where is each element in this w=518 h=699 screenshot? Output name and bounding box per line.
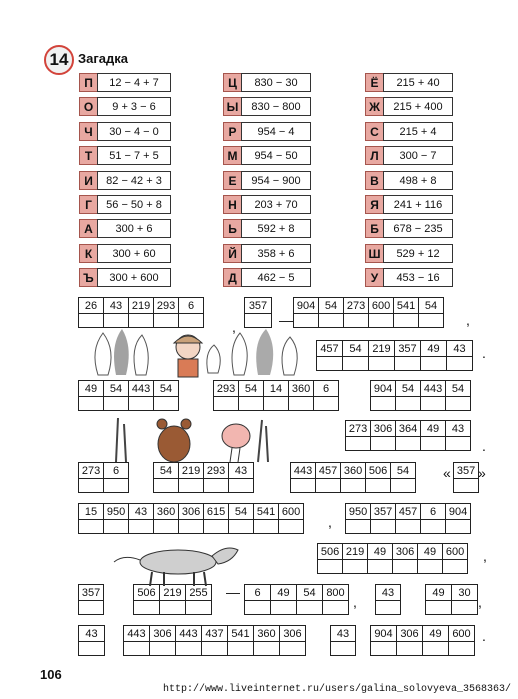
answer-number-cell: 43: [78, 625, 105, 642]
answer-group: [78, 584, 104, 615]
answer-number-cell: 360: [288, 380, 314, 397]
answer-letter-slot[interactable]: [123, 642, 150, 656]
answer-number-cell: 357: [453, 462, 479, 479]
answer-letter-slot[interactable]: [290, 479, 316, 493]
answer-letter-slot[interactable]: [370, 520, 396, 534]
answer-number-cell: 306: [370, 420, 396, 437]
answer-letter-slot[interactable]: [420, 437, 446, 451]
answer-letter-slot[interactable]: [153, 520, 179, 534]
answer-letter-slot[interactable]: [175, 642, 202, 656]
legend-expression: 954 − 4: [241, 122, 311, 141]
answer-letter-slot[interactable]: [445, 397, 471, 411]
answer-letter-slot[interactable]: [103, 479, 129, 493]
answer-letter-slot[interactable]: [420, 357, 447, 371]
legend-letter: Ъ: [79, 268, 98, 287]
legend-expression: 30 − 4 − 0: [97, 122, 171, 141]
legend-expression: 300 + 6: [97, 219, 171, 238]
answer-number-cell: 360: [253, 625, 280, 642]
answer-letter-slot[interactable]: [370, 437, 396, 451]
answer-number-cell: 43: [103, 297, 129, 314]
legend-expression: 462 − 5: [241, 268, 311, 287]
answer-letter-slot[interactable]: [78, 642, 105, 656]
answer-number-cell: 49: [420, 420, 446, 437]
legend-letter: Н: [223, 195, 242, 214]
answer-number-cell: 219: [128, 297, 154, 314]
answer-number-cell: 49: [367, 543, 393, 560]
comma-mark: ,: [353, 594, 357, 610]
answer-letter-slot[interactable]: [395, 520, 421, 534]
legend-expression: 592 + 8: [241, 219, 311, 238]
answer-number-cell: 219: [178, 462, 204, 479]
answer-letter-slot[interactable]: [317, 560, 343, 574]
answer-letter-slot[interactable]: [445, 437, 471, 451]
answer-letter-slot[interactable]: [343, 314, 369, 328]
legend-expression: 203 + 70: [241, 195, 311, 214]
legend-expression: 9 + 3 − 6: [97, 97, 171, 116]
answer-number-cell: 904: [293, 297, 319, 314]
legend-expression: 954 − 900: [241, 171, 311, 190]
comma-mark: ,: [328, 514, 332, 530]
answer-letter-slot[interactable]: [322, 601, 349, 615]
answer-letter-slot[interactable]: [370, 642, 397, 656]
answer-group: [345, 420, 471, 451]
answer-number-cell: 49: [425, 584, 452, 601]
answer-number-cell: 506: [133, 584, 160, 601]
answer-letter-slot[interactable]: [153, 479, 179, 493]
comma-mark: ,: [466, 312, 470, 328]
legend-letter: Г: [79, 195, 98, 214]
answer-number-cell: 360: [153, 503, 179, 520]
legend-expression: 358 + 6: [241, 244, 311, 263]
answer-number-cell: 43: [228, 462, 254, 479]
answer-letter-slot[interactable]: [395, 397, 421, 411]
quote-open-mark: «: [443, 465, 451, 481]
legend-letter: М: [223, 146, 242, 165]
answer-number-cell: 273: [345, 420, 371, 437]
answer-number-cell: 293: [153, 297, 179, 314]
answer-number-cell: 273: [343, 297, 369, 314]
answer-letter-slot[interactable]: [453, 479, 479, 493]
answer-letter-slot[interactable]: [178, 520, 204, 534]
answer-number-cell: 306: [178, 503, 204, 520]
answer-number-cell: 457: [315, 462, 341, 479]
answer-letter-slot[interactable]: [446, 357, 473, 371]
answer-letter-slot[interactable]: [316, 357, 343, 371]
answer-number-cell: 43: [445, 420, 471, 437]
answer-group: [244, 297, 272, 328]
period-mark: .: [482, 345, 486, 361]
answer-number-cell: 49: [420, 340, 447, 357]
answer-number-cell: 54: [228, 503, 254, 520]
answer-group: [78, 297, 204, 328]
answer-letter-slot[interactable]: [417, 560, 443, 574]
answer-group: [370, 380, 471, 411]
legend-expression: 51 − 7 + 5: [97, 146, 171, 165]
legend-letter: Д: [223, 268, 242, 287]
answer-number-cell: 219: [159, 584, 186, 601]
answer-letter-slot[interactable]: [370, 397, 396, 411]
legend-letter: П: [79, 73, 98, 92]
answer-number-cell: 54: [342, 340, 369, 357]
legend-letter: У: [365, 268, 384, 287]
quote-close-mark: »: [478, 465, 486, 481]
answer-letter-slot[interactable]: [422, 642, 449, 656]
answer-number-cell: 26: [78, 297, 104, 314]
answer-number-cell: 219: [342, 543, 368, 560]
legend-letter: Т: [79, 146, 98, 165]
answer-number-cell: 54: [445, 380, 471, 397]
forest-animals-illustration: [108, 410, 278, 464]
legend-expression: 56 − 50 + 8: [97, 195, 171, 214]
answer-number-cell: 357: [394, 340, 421, 357]
answer-number-cell: 457: [395, 503, 421, 520]
answer-number-cell: 600: [448, 625, 475, 642]
answer-letter-slot[interactable]: [296, 601, 323, 615]
answer-letter-slot[interactable]: [103, 397, 129, 411]
answer-group: [425, 584, 478, 615]
answer-number-cell: 54: [296, 584, 323, 601]
answer-number-cell: 306: [149, 625, 176, 642]
answer-number-cell: 6: [313, 380, 339, 397]
answer-number-cell: 6: [178, 297, 204, 314]
answer-letter-slot[interactable]: [288, 397, 314, 411]
answer-letter-slot[interactable]: [315, 479, 341, 493]
answer-number-cell: 43: [375, 584, 401, 601]
answer-number-cell: 54: [153, 380, 179, 397]
answer-letter-slot[interactable]: [279, 642, 306, 656]
comma-mark: ,: [478, 594, 482, 610]
answer-number-cell: 6: [420, 503, 446, 520]
answer-letter-slot[interactable]: [396, 642, 423, 656]
answer-letter-slot[interactable]: [368, 357, 395, 371]
answer-letter-slot[interactable]: [445, 520, 471, 534]
answer-number-cell: 6: [103, 462, 129, 479]
answer-group: [345, 503, 471, 534]
answer-number-cell: 506: [317, 543, 343, 560]
legend-letter: В: [365, 171, 384, 190]
answer-number-cell: 49: [417, 543, 443, 560]
legend-expression: 215 + 4: [383, 122, 453, 141]
legend-letter: С: [365, 122, 384, 141]
legend-letter: К: [79, 244, 98, 263]
answer-letter-slot[interactable]: [425, 601, 452, 615]
answer-letter-slot[interactable]: [253, 642, 280, 656]
answer-group: [317, 543, 468, 574]
answer-letter-slot[interactable]: [128, 397, 154, 411]
answer-number-cell: 54: [103, 380, 129, 397]
answer-letter-slot[interactable]: [345, 520, 371, 534]
answer-letter-slot[interactable]: [375, 601, 401, 615]
answer-letter-slot[interactable]: [185, 601, 212, 615]
answer-letter-slot[interactable]: [390, 479, 416, 493]
legend-expression: 529 + 12: [383, 244, 453, 263]
answer-letter-slot[interactable]: [270, 601, 297, 615]
answer-letter-slot[interactable]: [78, 479, 104, 493]
answer-letter-slot[interactable]: [133, 601, 160, 615]
answer-number-cell: 49: [422, 625, 449, 642]
answer-number-cell: 541: [393, 297, 419, 314]
answer-group: [453, 462, 479, 493]
legend-letter: Е: [223, 171, 242, 190]
answer-letter-slot[interactable]: [420, 397, 446, 411]
answer-number-cell: 600: [278, 503, 304, 520]
answer-group: [78, 462, 129, 493]
answer-letter-slot[interactable]: [227, 642, 254, 656]
legend-letter: Ц: [223, 73, 242, 92]
answer-number-cell: 54: [390, 462, 416, 479]
trees-and-boy-illustration: [88, 325, 228, 379]
answer-letter-slot[interactable]: [340, 479, 366, 493]
answer-group: [330, 625, 356, 656]
task-title: Загадка: [78, 51, 129, 66]
legend-expression: 12 − 4 + 7: [97, 73, 171, 92]
answer-number-cell: 54: [318, 297, 344, 314]
answer-number-cell: 306: [279, 625, 306, 642]
answer-number-cell: 293: [203, 462, 229, 479]
legend-expression: 215 + 40: [383, 73, 453, 92]
answer-number-cell: 306: [392, 543, 418, 560]
answer-letter-slot[interactable]: [128, 520, 154, 534]
answer-number-cell: 54: [238, 380, 264, 397]
answer-letter-slot[interactable]: [442, 560, 468, 574]
answer-letter-slot[interactable]: [153, 397, 179, 411]
answer-number-cell: 273: [78, 462, 104, 479]
answer-number-cell: 443: [123, 625, 150, 642]
answer-group: [370, 625, 475, 656]
answer-number-cell: 357: [78, 584, 104, 601]
answer-letter-slot[interactable]: [103, 520, 129, 534]
answer-number-cell: 904: [370, 625, 397, 642]
answer-letter-slot[interactable]: [394, 357, 421, 371]
answer-number-cell: 443: [290, 462, 316, 479]
answer-number-cell: 904: [370, 380, 396, 397]
legend-letter: Б: [365, 219, 384, 238]
legend-letter: А: [79, 219, 98, 238]
answer-number-cell: 457: [316, 340, 343, 357]
answer-letter-slot[interactable]: [342, 357, 369, 371]
legend-letter: Ч: [79, 122, 98, 141]
task-number: 14: [44, 45, 74, 75]
answer-number-cell: 541: [227, 625, 254, 642]
answer-letter-slot[interactable]: [78, 520, 104, 534]
answer-group: [316, 340, 473, 371]
page-number: 106: [40, 667, 62, 682]
legend-expression: 678 − 235: [383, 219, 453, 238]
answer-letter-slot[interactable]: [201, 642, 228, 656]
answer-letter-slot[interactable]: [345, 437, 371, 451]
answer-number-cell: 904: [445, 503, 471, 520]
answer-number-cell: 443: [420, 380, 446, 397]
answer-group: [78, 380, 179, 411]
answer-letter-slot[interactable]: [213, 397, 239, 411]
answer-group: [293, 297, 444, 328]
answer-letter-slot[interactable]: [318, 314, 344, 328]
answer-letter-slot[interactable]: [278, 520, 304, 534]
answer-group: [213, 380, 339, 411]
answer-number-cell: 600: [442, 543, 468, 560]
dash-mark: —: [226, 584, 240, 600]
legend-letter: И: [79, 171, 98, 190]
legend-letter: Ь: [223, 219, 242, 238]
answer-number-cell: 357: [370, 503, 396, 520]
answer-letter-slot[interactable]: [367, 560, 393, 574]
answer-number-cell: 54: [153, 462, 179, 479]
answer-letter-slot[interactable]: [203, 479, 229, 493]
answer-letter-slot[interactable]: [149, 642, 176, 656]
legend-expression: 498 + 8: [383, 171, 453, 190]
answer-letter-slot[interactable]: [330, 642, 356, 656]
answer-group: [123, 625, 306, 656]
answer-letter-slot[interactable]: [313, 397, 339, 411]
answer-letter-slot[interactable]: [263, 397, 289, 411]
donkey-illustration: [108, 540, 243, 590]
comma-mark: ,: [483, 548, 487, 564]
answer-letter-slot[interactable]: [78, 601, 104, 615]
answer-group: [78, 625, 105, 656]
answer-number-cell: 950: [103, 503, 129, 520]
legend-letter: Ё: [365, 73, 384, 92]
legend-letter: Й: [223, 244, 242, 263]
comma-mark: ,: [232, 319, 236, 335]
answer-letter-slot[interactable]: [418, 314, 444, 328]
answer-number-cell: 14: [263, 380, 289, 397]
answer-letter-slot[interactable]: [392, 560, 418, 574]
answer-number-cell: 49: [270, 584, 297, 601]
answer-number-cell: 43: [446, 340, 473, 357]
answer-letter-slot[interactable]: [244, 601, 271, 615]
answer-letter-slot[interactable]: [228, 520, 254, 534]
answer-letter-slot[interactable]: [342, 560, 368, 574]
legend-expression: 82 − 42 + 3: [97, 171, 171, 190]
answer-number-cell: 219: [368, 340, 395, 357]
answer-letter-slot[interactable]: [78, 397, 104, 411]
answer-letter-slot[interactable]: [178, 479, 204, 493]
legend-letter: О: [79, 97, 98, 116]
answer-number-cell: 360: [340, 462, 366, 479]
answer-group: [375, 584, 401, 615]
answer-number-cell: 443: [175, 625, 202, 642]
answer-letter-slot[interactable]: [420, 520, 446, 534]
watermark-url: http://www.liveinternet.ru/users/galina_solovyeva_3568363/: [163, 684, 512, 695]
answer-number-cell: 437: [201, 625, 228, 642]
answer-number-cell: 255: [185, 584, 212, 601]
period-mark: .: [482, 628, 486, 644]
legend-letter: Ы: [223, 97, 242, 116]
answer-number-cell: 306: [396, 625, 423, 642]
answer-group: [153, 462, 254, 493]
answer-letter-slot[interactable]: [203, 520, 229, 534]
answer-letter-slot[interactable]: [448, 642, 475, 656]
legend-expression: 215 + 400: [383, 97, 453, 116]
legend-letter: Л: [365, 146, 384, 165]
answer-letter-slot[interactable]: [451, 601, 478, 615]
legend-letter: Ш: [365, 244, 384, 263]
legend-expression: 300 − 7: [383, 146, 453, 165]
answer-letter-slot[interactable]: [238, 397, 264, 411]
legend-expression: 300 + 60: [97, 244, 171, 263]
answer-number-cell: 293: [213, 380, 239, 397]
answer-number-cell: 600: [368, 297, 394, 314]
answer-number-cell: 357: [244, 297, 272, 314]
legend-letter: Я: [365, 195, 384, 214]
answer-number-cell: 54: [395, 380, 421, 397]
answer-number-cell: 43: [128, 503, 154, 520]
legend-expression: 830 − 800: [241, 97, 311, 116]
answer-number-cell: 443: [128, 380, 154, 397]
answer-number-cell: 49: [78, 380, 104, 397]
answer-number-cell: 800: [322, 584, 349, 601]
answer-letter-slot[interactable]: [368, 314, 394, 328]
answer-letter-slot[interactable]: [395, 437, 421, 451]
dash-mark: —: [279, 312, 293, 328]
answer-number-cell: 615: [203, 503, 229, 520]
answer-group: [290, 462, 416, 493]
answer-number-cell: 6: [244, 584, 271, 601]
legend-expression: 453 − 16: [383, 268, 453, 287]
answer-number-cell: 364: [395, 420, 421, 437]
legend-expression: 300 + 600: [97, 268, 171, 287]
answer-number-cell: 950: [345, 503, 371, 520]
legend-letter: Р: [223, 122, 242, 141]
legend-letter: Ж: [365, 97, 384, 116]
answer-number-cell: 15: [78, 503, 104, 520]
answer-letter-slot[interactable]: [393, 314, 419, 328]
answer-number-cell: 54: [418, 297, 444, 314]
answer-letter-slot[interactable]: [253, 520, 279, 534]
answer-group: [244, 584, 349, 615]
legend-expression: 830 − 30: [241, 73, 311, 92]
period-mark: .: [482, 438, 486, 454]
answer-number-cell: 30: [451, 584, 478, 601]
answer-letter-slot[interactable]: [228, 479, 254, 493]
answer-number-cell: 541: [253, 503, 279, 520]
legend-expression: 241 + 116: [383, 195, 453, 214]
legend-expression: 954 − 50: [241, 146, 311, 165]
answer-letter-slot[interactable]: [159, 601, 186, 615]
answer-group: [78, 503, 304, 534]
answer-letter-slot[interactable]: [365, 479, 391, 493]
answer-number-cell: 43: [330, 625, 356, 642]
trees-illustration: [228, 325, 308, 379]
answer-number-cell: 506: [365, 462, 391, 479]
